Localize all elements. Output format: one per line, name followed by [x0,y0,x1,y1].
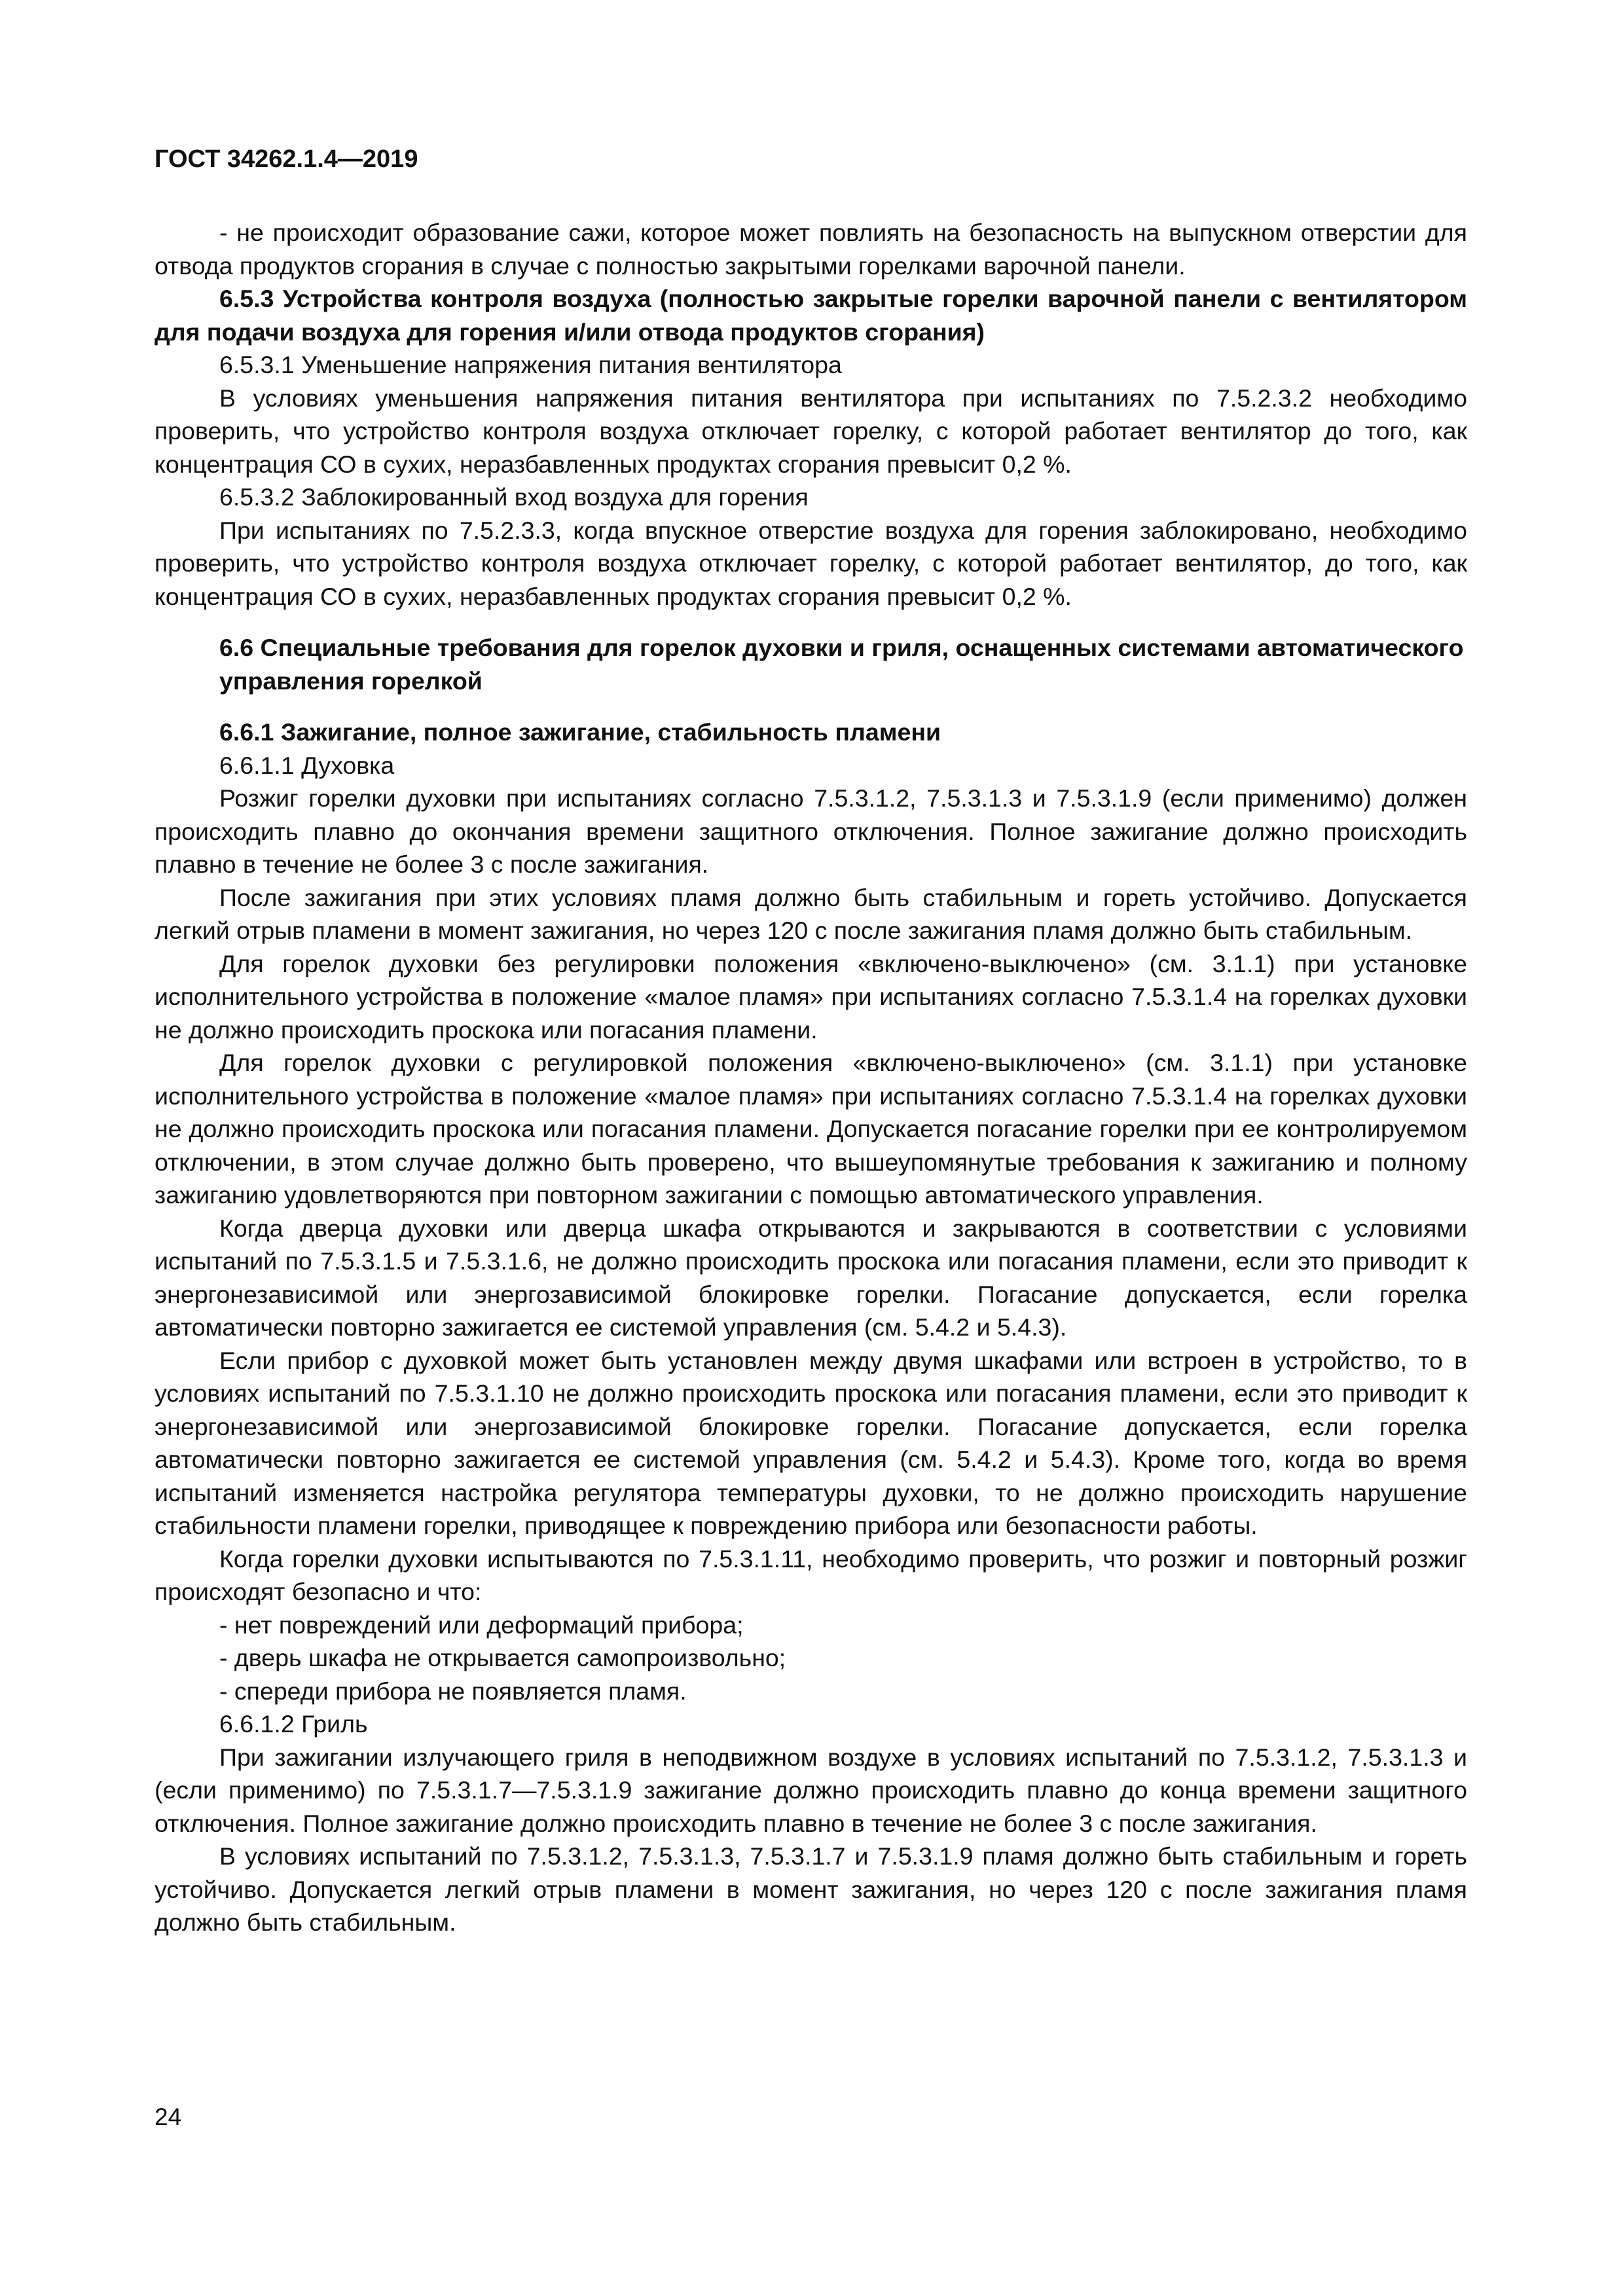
paragraph: Для горелок духовки с регулировкой положения «включено-выключено» (см. 3.1.1) при установке исполнительного устройства в положение «малое пламя» при испытаниях согласно 7.5.3.1.4 на горелках духовки не должно происходить проскока или погасания пламени. Допускается погасание горелки при ее контролируемом отключении, в этом случае должно быть проверено, что вышеупомянутые требования к зажиганию и полному зажиганию удовлетворяются при повторном зажигании с помощью автоматического управления. [155,1049,1467,1209]
paragraph: При зажигании излучающего гриля в неподвижном воздухе в условиях испытаний по 7.5.3.1.2, 7.5.3.1.3 и (если применимо) по 7.5.3.1.7—7.5.3.1.9 зажигание должно происходить плавно до конца времени защитного отключения. Полное зажигание должно происходить плавно в течение не более 3 с после зажигания. [155,1743,1467,1837]
paragraph: В условиях уменьшения напряжения питания вентилятора при испытаниях по 7.5.2.3.2 необходимо проверить, что устройство контроля воздуха отключает горелку, с которой работает вентилятор до того, как концентрация СО в сухих, неразбавленных продуктах сгорания превысит 0,2 %. [155,384,1467,478]
subsection-title-6-5-3-1: 6.5.3.1 Уменьшение напряжения питания вентилятора [219,351,842,378]
document-code-header: ГОСТ 34262.1.4—2019 [155,145,418,173]
list-item: - нет повреждений или деформаций прибора; [219,1611,744,1639]
page-number: 24 [155,2104,182,2130]
subsection-title-6-5-3-2: 6.5.3.2 Заблокированный вход воздуха для горения [219,483,809,511]
paragraph: Розжиг горелки духовки при испытаниях согласно 7.5.3.1.2, 7.5.3.1.3 и 7.5.3.1.9 (если применимо) должен происходить плавно до окончания времени защитного отключения. Полное зажигание должно происходить плавно в течение не более 3 с после зажигания. [155,784,1467,878]
subsection-title-6-6-1-1: 6.6.1.1 Духовка [219,751,395,779]
paragraph: При испытаниях по 7.5.2.3.3, когда впускное отверстие воздуха для горения заблокировано, необходимо проверить, что устройство контроля воздуха отключает горелку, с которой работает вентилятор, до того, как концентрация СО в сухих, неразбавленных продуктах сгорания превысит 0,2 %. [155,516,1467,610]
paragraph: Когда горелки духовки испытываются по 7.5.3.1.11, необходимо проверить, что розжиг и повторный розжиг происходят безопасно и что: [155,1544,1467,1605]
list-item: - спереди прибора не появляется пламя. [219,1677,687,1705]
list-item: - дверь шкафа не открывается самопроизвольно; [219,1644,786,1671]
paragraph: - не происходит образование сажи, которое может повлиять на безопасность на выпускном отверстии для отвода продуктов сгорания в случае с полностью закрытыми горелками варочной панели. [155,219,1467,280]
paragraph: Когда дверца духовки или дверца шкафа открываются и закрываются в соответствии с условиями испытаний по 7.5.3.1.5 и 7.5.3.1.6, не должно происходить проскока или погасания пламени, если это приводит к энергонезависимой или энергозависимой блокировке горелки. Погасание допускается, если горелка автоматически повторно зажигается ее системой управления (см. 5.4.2 и 5.4.3). [155,1214,1467,1341]
section-heading-6-5-3: 6.5.3 Устройства контроля воздуха (полностью закрытые горелки варочной панели с вентилятором для подачи воздуха для горения и/или отвода продуктов сгорания) [155,285,1467,346]
section-heading-6-6-1: 6.6.1 Зажигание, полное зажигание, стабильность пламени [219,718,941,746]
paragraph: Если прибор с духовкой может быть установлен между двумя шкафами или встроен в устройство, то в условиях испытаний по 7.5.3.1.10 не должно происходить проскока или погасания пламени, если это приводит к энергонезависимой или энергозависимой блокировке горелки. Погасание допускается, если горелка автоматически повторно зажигается ее системой управления (см. 5.4.2 и 5.4.3). Кроме того, когда во время испытаний изменяется настройка регулятора температуры духовки, то не должно происходить нарушение стабильности пламени горелки, приводящее к повреждению прибора или безопасности работы. [155,1346,1467,1539]
document-body [155,216,1467,1939]
paragraph: После зажигания при этих условиях пламя должно быть стабильным и гореть устойчиво. Допускается легкий отрыв пламени в момент зажигания, но через 120 с после зажигания пламя должно быть стабильным. [155,883,1467,944]
document-page [155,144,1467,1939]
section-heading-6-6: 6.6 Специальные требования для горелок духовки и гриля, оснащенных системами автоматического управления горелкой [219,634,1464,695]
subsection-title-6-6-1-2: 6.6.1.2 Гриль [219,1710,368,1738]
paragraph: В условиях испытаний по 7.5.3.1.2, 7.5.3.1.3, 7.5.3.1.7 и 7.5.3.1.9 пламя должно быть стабильным и гореть устойчиво. Допускается легкий отрыв пламени в момент зажигания, но через 120 с после зажигания пламя должно быть стабильным. [155,1842,1467,1936]
paragraph: Для горелок духовки без регулировки положения «включено-выключено» (см. 3.1.1) при установке исполнительного устройства в положение «малое пламя» при испытаниях согласно 7.5.3.1.4 на горелках духовки не должно происходить проскока или погасания пламени. [155,949,1467,1044]
